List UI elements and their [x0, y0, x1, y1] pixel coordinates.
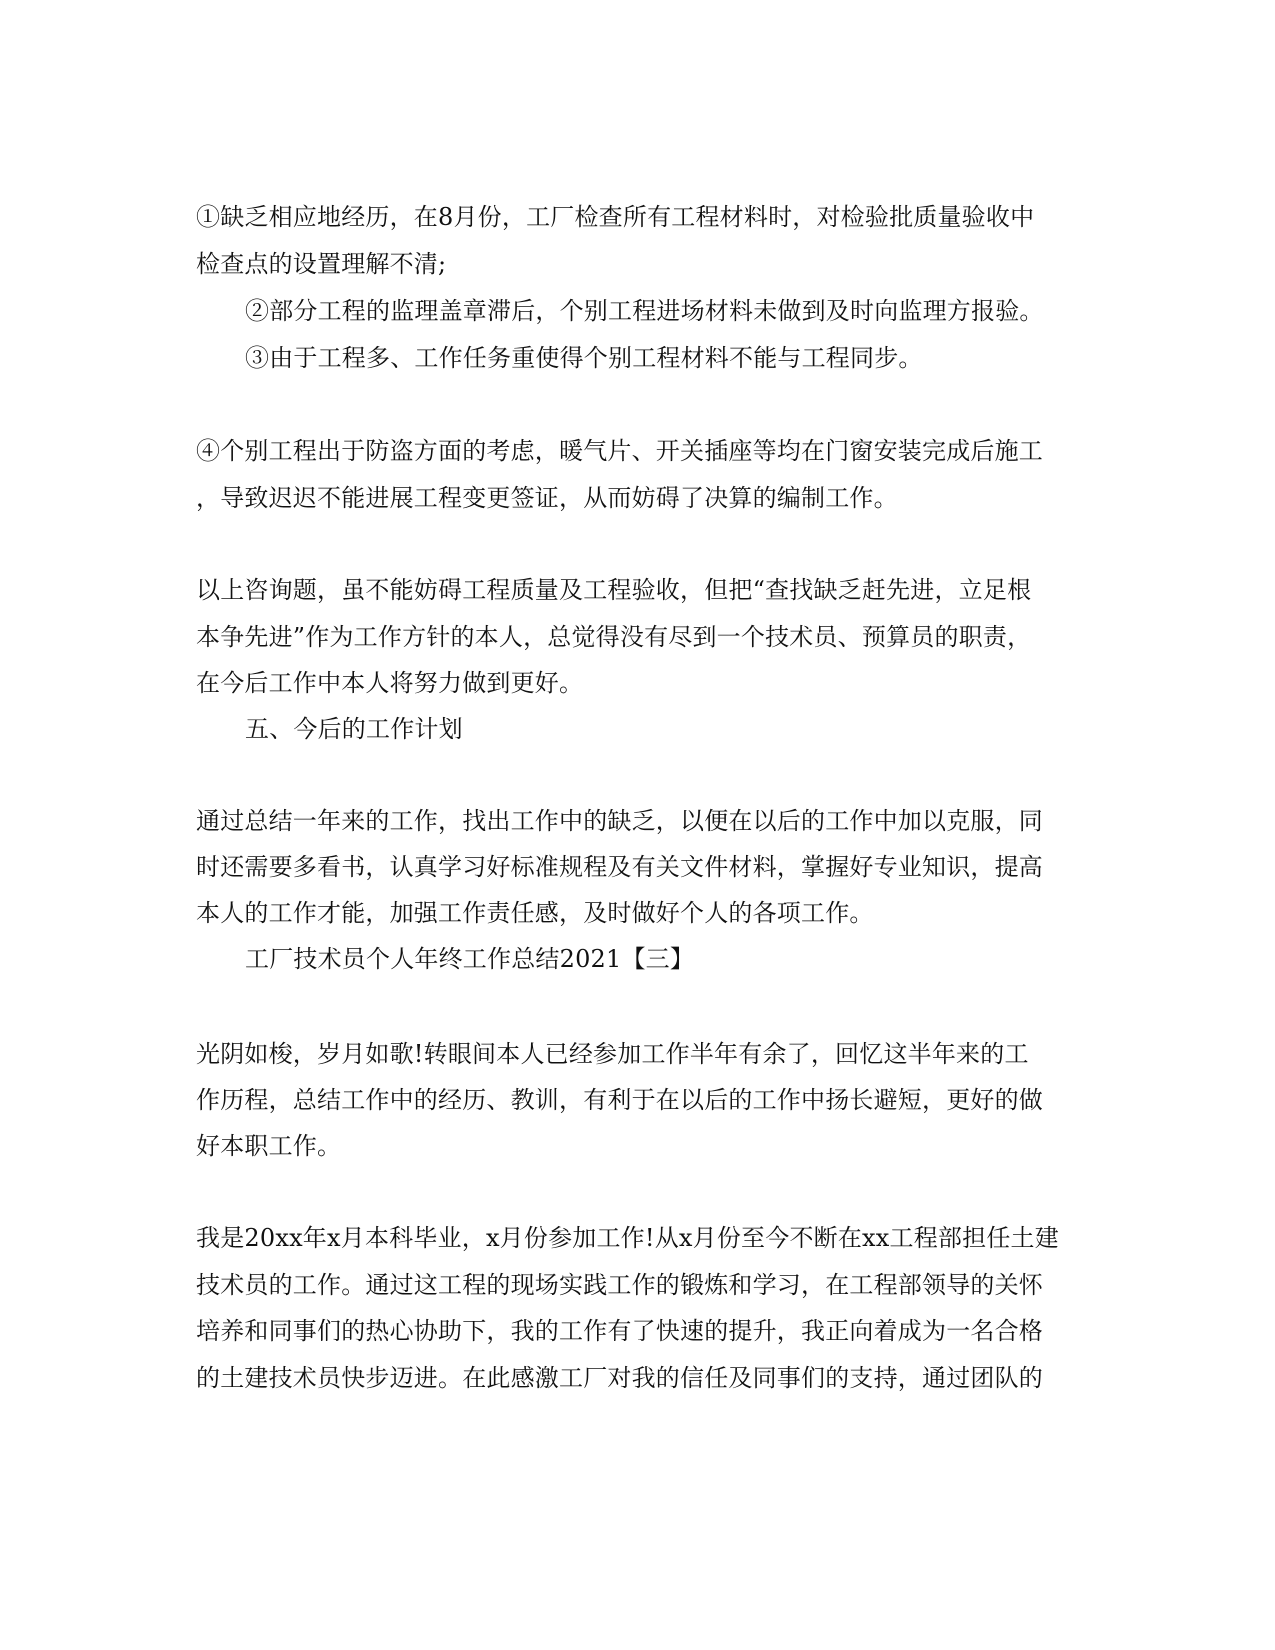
text-line: 作历程，总结工作中的经历、教训，有利于在以后的工作中扬长避短，更好的做 — [196, 1086, 1043, 1114]
text-line: 时还需要多看书，认真学习好标准规程及有关文件材料，掌握好专业知识，提高 — [196, 853, 1043, 881]
text-line: 好本职工作。 — [196, 1132, 342, 1160]
text-line: 技术员的工作。通过这工程的现场实践工作的锻炼和学习，在工程部领导的关怀 — [196, 1271, 1043, 1299]
text-line: ②部分工程的监理盖章滞后，个别工程进场材料未做到及时向监理方报验。 — [245, 297, 1044, 325]
text-line: 以上咨询题，虽不能妨碍工程质量及工程验收，但把“查找缺乏赶先进，立足根 — [196, 576, 1032, 604]
text-line: 本争先进”作为工作方针的本人，总觉得没有尽到一个技术员、预算员的职责， — [196, 623, 1032, 651]
text-line: ④个别工程出于防盗方面的考虑，暖气片、开关插座等均在门窗安装完成后施工 — [196, 437, 1043, 465]
text-line: 在今后工作中本人将努力做到更好。 — [196, 669, 584, 697]
text-line: ③由于工程多、工作任务重使得个别工程材料不能与工程同步。 — [245, 344, 923, 372]
text-line: 检查点的设置理解不清; — [196, 250, 447, 278]
section-heading: 工厂技术员个人年终工作总结2021【三】 — [245, 945, 695, 973]
text-line: ，导致迟迟不能进展工程变更签证，从而妨碍了决算的编制工作。 — [196, 484, 898, 512]
text-line: 本人的工作才能，加强工作责任感，及时做好个人的各项工作。 — [196, 899, 874, 927]
text-line: 光阴如梭，岁月如歌!转眼间本人已经参加工作半年有余了，回忆这半年来的工 — [196, 1040, 1029, 1068]
text-line: ①缺乏相应地经历，在8月份，工厂检查所有工程材料时，对检验批质量验收中 — [196, 203, 1035, 231]
section-heading: 五、今后的工作计划 — [245, 715, 463, 743]
text-line: 通过总结一年来的工作，找出工作中的缺乏，以便在以后的工作中加以克服，同 — [196, 807, 1043, 835]
text-line: 我是20xx年x月本科毕业，x月份参加工作!从x月份至今不断在xx工程部担任土建 — [196, 1224, 1059, 1252]
text-line: 的土建技术员快步迈进。在此感激工厂对我的信任及同事们的支持，通过团队的 — [196, 1364, 1043, 1392]
text-line: 培养和同事们的热心协助下，我的工作有了快速的提升，我正向着成为一名合格 — [196, 1317, 1043, 1345]
